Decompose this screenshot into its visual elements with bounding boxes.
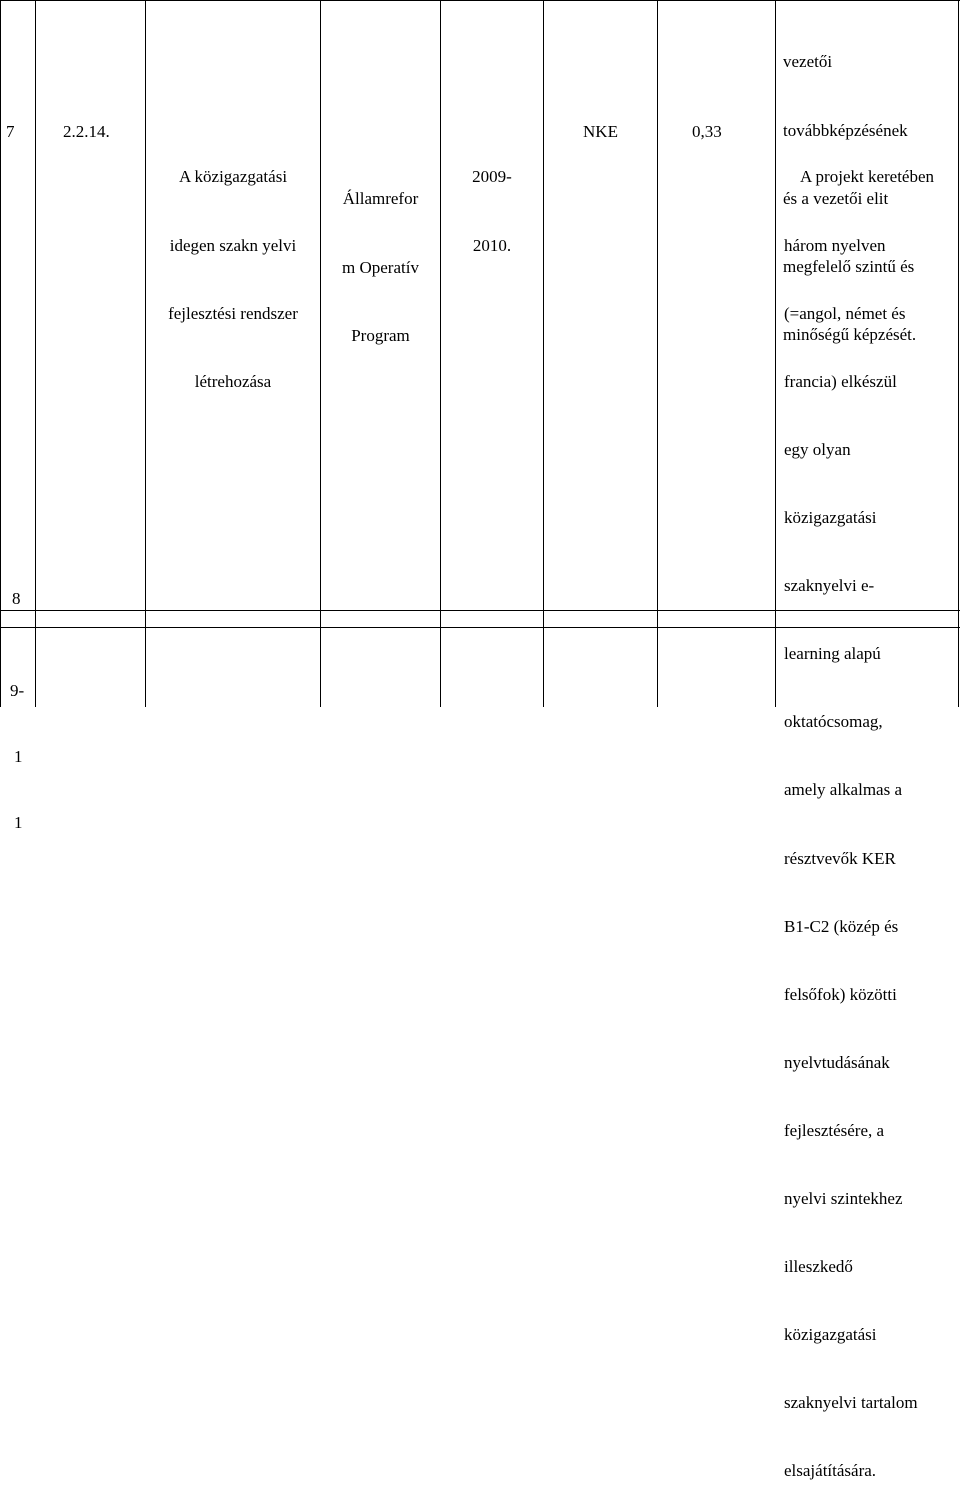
row-amount: 0,33 [692,122,722,141]
row-number-8: 8 [12,589,21,608]
row-responsible: NKE [583,122,618,141]
row-number-9: 9- 1 1 [10,681,25,832]
prev-row-description: vezetői továbbképzésének és a vezetői elit megfelelő szintű és minőségű képzését. [783,52,917,344]
row-program: Államrefor m Operatív Program [342,189,419,345]
col-border-6 [657,0,658,707]
col-border-5 [543,0,544,707]
row-title: A közigazgatási idegen szakn yelvi fejlesztési rendszer létrehozása [168,167,298,391]
row-description: A projekt keretében három nyelven (=angol, német és francia) elkészül egy olyan közigazgatási szaknyelvi e- learning alapú oktatócsomag, amely alkalmas a résztvevők KER B1-C2 (közép és felsőfok) közötti nyelvtudásának fejlesztésére, a nyelvi szintekhez illeszkedő közigazgatási szaknyelvi tartalom elsajátítására. [784,167,935,1481]
table-top-border [0,0,960,1]
col-border-4 [440,0,441,707]
col-border-0 [0,0,1,707]
col-border-1 [35,0,36,707]
row-period: 2009- 2010. [472,167,512,255]
row-number-7: 7 [6,122,15,141]
col-border-8 [958,0,959,707]
row-code: 2.2.14. [63,122,110,141]
